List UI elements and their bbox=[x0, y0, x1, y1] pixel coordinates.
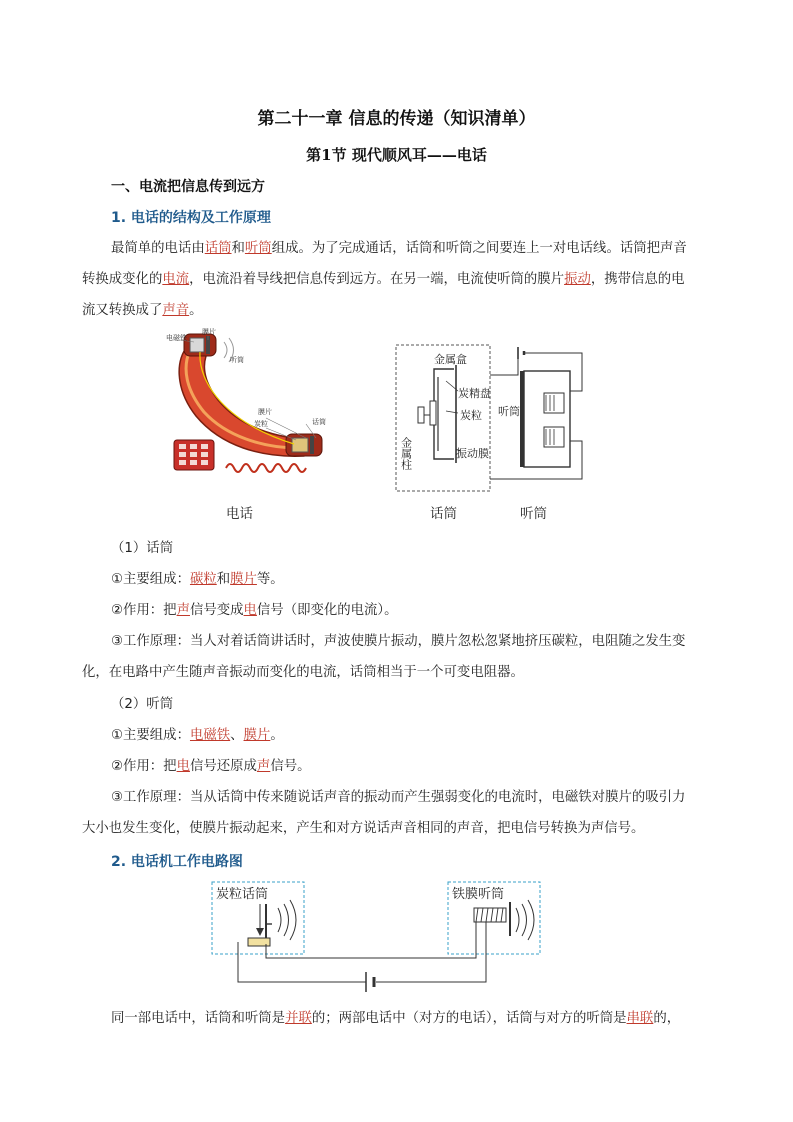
label-carbon-mic: 炭粒话筒 bbox=[216, 887, 269, 902]
mic-principle-line-1: ③工作原理：当人对着话筒讲话时，声波使膜片振动，膜片忽松忽紧地挤压碳粒，电阻随之发生变 bbox=[111, 634, 686, 649]
keyword: 声 bbox=[176, 603, 190, 618]
text: ②作用：把 bbox=[111, 603, 177, 618]
sound-wave-icon bbox=[290, 900, 296, 940]
coiled-cord bbox=[226, 464, 306, 472]
keyword: 电流 bbox=[162, 272, 190, 287]
label-iron-receiver: 铁膜听筒 bbox=[452, 887, 505, 902]
text: 。 bbox=[189, 303, 203, 318]
sound-wave-icon bbox=[516, 908, 519, 932]
keyword: 并联 bbox=[285, 1011, 312, 1026]
caption-phone: 电话 bbox=[226, 506, 253, 522]
keyword: 声音 bbox=[162, 303, 190, 318]
mic-receiver-diagram bbox=[394, 341, 592, 495]
label-metal-post: 金属柱 bbox=[399, 437, 413, 470]
circuit-diagram bbox=[208, 878, 544, 994]
arrow-icon bbox=[256, 928, 264, 936]
mic-section bbox=[82, 533, 722, 688]
sound-wave-icon bbox=[284, 904, 289, 936]
intro-paragraph bbox=[82, 233, 722, 326]
text: 。 bbox=[270, 728, 284, 743]
text: 最简单的电话由 bbox=[111, 241, 205, 256]
text: ②作用：把 bbox=[111, 759, 177, 774]
label-diaphragm-2: 膜片 bbox=[258, 408, 272, 416]
text: 转换成变化的 bbox=[82, 272, 163, 287]
carbon-part bbox=[292, 438, 308, 452]
receiver-principle-line-2: 大小也发生变化，使膜片振动起来，产生和对方说话声音相同的声音，把电信号转换为声信号。 bbox=[82, 821, 645, 836]
caption-mic: 话筒 bbox=[430, 506, 457, 522]
text: 的， bbox=[653, 1011, 681, 1026]
label-electromagnet: 电磁铁 bbox=[166, 334, 187, 342]
label-diaphragm: 膜片 bbox=[202, 328, 216, 336]
metal-post bbox=[418, 407, 424, 423]
page-title: 第二十一章 信息的传递（知识清单） bbox=[257, 109, 536, 129]
text: 同一部电话中，话筒和听筒是 bbox=[111, 1011, 286, 1026]
keyword: 电磁铁 bbox=[189, 728, 231, 743]
label-carbon-disc: 炭精盘 bbox=[458, 387, 491, 400]
carbon-disc bbox=[430, 401, 436, 425]
circuit-wire bbox=[376, 922, 486, 982]
keyword: 话筒 bbox=[204, 241, 232, 256]
text: 的；两部电话中（对方的电话），话筒与对方的听筒是 bbox=[311, 1011, 627, 1026]
text: ①主要组成： bbox=[111, 572, 190, 587]
text: 信号。 bbox=[270, 759, 311, 774]
receiver-diaphragm bbox=[520, 371, 524, 467]
section-heading-1: 一、电流把信息传到远方 bbox=[111, 179, 265, 195]
receiver-heading: （2）听筒 bbox=[111, 697, 174, 712]
text: 信号（即变化的电流）。 bbox=[256, 603, 398, 618]
text: 和 bbox=[231, 241, 245, 256]
label-transmitter: 话筒 bbox=[312, 418, 326, 426]
keyword: 听筒 bbox=[244, 241, 272, 256]
label-carbon-grain: 炭粒 bbox=[460, 409, 482, 422]
label-vib-membrane: 振动膜 bbox=[456, 447, 489, 460]
carbon-resistor bbox=[248, 938, 270, 946]
label-carbon: 炭粒 bbox=[254, 420, 268, 428]
keyword: 振动 bbox=[564, 272, 591, 287]
mic-heading: （1）话筒 bbox=[111, 541, 174, 556]
mic-principle-line-2: 化，在电路中产生随声音振动而变化的电流，话筒相当于一个可变电阻器。 bbox=[82, 665, 524, 680]
label-receiver: 听筒 bbox=[498, 405, 520, 418]
receiver-section bbox=[82, 689, 722, 844]
label-receiver: 听筒 bbox=[230, 356, 244, 364]
telephone-illustration bbox=[166, 328, 336, 490]
text: 流又转换成了 bbox=[82, 303, 163, 318]
sound-wave-icon bbox=[528, 900, 534, 940]
keyword: 电 bbox=[176, 759, 190, 774]
keypad bbox=[179, 444, 208, 465]
diaphragm-part-2 bbox=[310, 436, 314, 454]
circuit-wire bbox=[238, 942, 366, 982]
metal-box bbox=[434, 369, 454, 459]
sound-wave-icon bbox=[278, 908, 281, 932]
sound-wave-icon bbox=[224, 342, 227, 358]
label-metal-box: 金属盒 bbox=[434, 353, 467, 366]
keyword: 膜片 bbox=[243, 728, 271, 743]
keyword: 膜片 bbox=[230, 572, 257, 587]
text: 信号变成 bbox=[189, 603, 244, 618]
receiver-principle-line-1: ③工作原理：当从话筒中传来随说话声音的振动而产生强弱变化的电流时，电磁铁对膜片的吸引力 bbox=[111, 790, 686, 805]
electromagnet-part bbox=[190, 338, 204, 352]
text: 、 bbox=[230, 728, 244, 743]
caption-receiver: 听筒 bbox=[520, 506, 547, 522]
text: ，电流沿着导线把信息传到远方。在另一端，电流使听筒的膜片 bbox=[189, 272, 565, 287]
text: 和 bbox=[216, 572, 231, 587]
keyword: 碳粒 bbox=[189, 572, 217, 587]
sound-wave-icon bbox=[522, 904, 527, 936]
text: ①主要组成： bbox=[111, 728, 190, 743]
section-subtitle: 第1节 现代顺风耳——电话 bbox=[306, 146, 487, 164]
circuit-wire bbox=[266, 922, 476, 958]
keyword: 串联 bbox=[626, 1011, 654, 1026]
subsection-heading-2: 2. 电话机工作电路图 bbox=[111, 854, 243, 870]
keyword: 电 bbox=[243, 603, 257, 618]
text: 信号还原成 bbox=[189, 759, 257, 774]
text: 等。 bbox=[256, 572, 284, 587]
text: 组成。为了完成通话，话筒和听筒之间要连上一对电话线。话筒把声音 bbox=[271, 241, 687, 256]
subsection-heading-1: 1. 电话的结构及工作原理 bbox=[111, 210, 271, 226]
keyword: 声 bbox=[256, 759, 271, 774]
receiver-housing bbox=[524, 371, 570, 467]
closing-paragraph bbox=[82, 1003, 722, 1034]
text: ，携带信息的电 bbox=[590, 272, 685, 287]
